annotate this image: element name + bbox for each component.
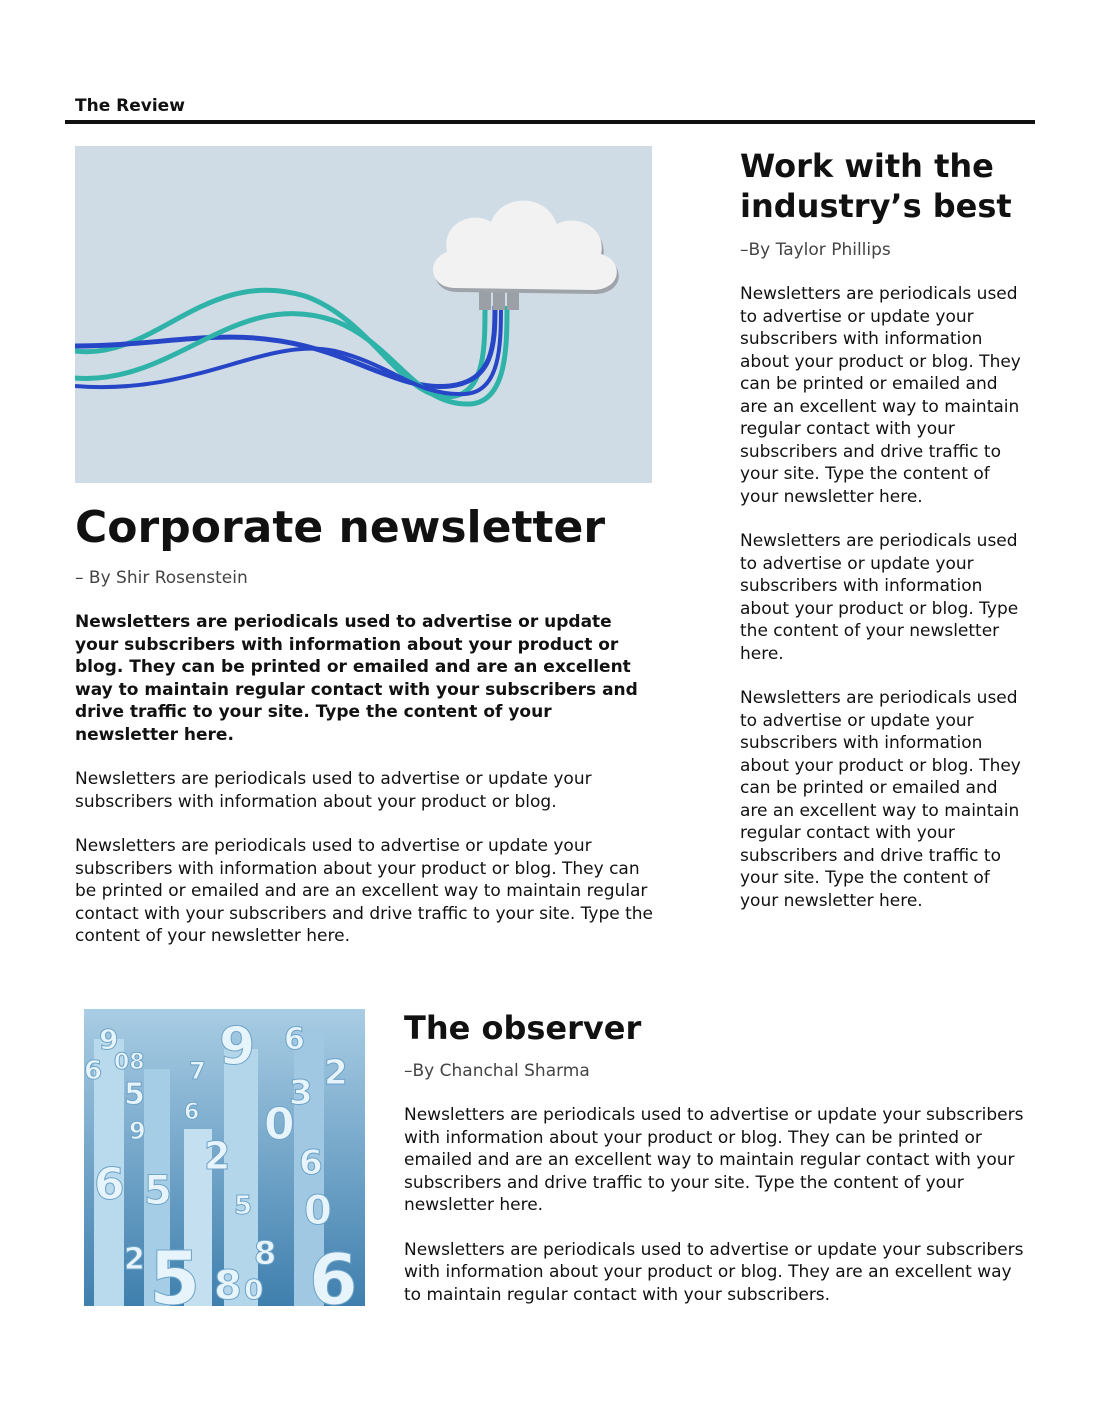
masthead: The Review [75, 96, 185, 116]
main-article-byline: – By Shir Rosenstein [75, 568, 248, 588]
svg-text:5: 5 [234, 1191, 253, 1221]
main-article-paragraph: Newsletters are periodicals used to advertise or update your subscribers with information about your product or blog. They can be printed or emailed and are an excellent way to maintain regular contact with your subscribers and drive traffic to your site. Type the content of your newsletter here. [75, 836, 653, 946]
svg-text:5: 5 [144, 1168, 172, 1214]
side-article-paragraph: Newsletters are periodicals used to advertise or update your subscribers with information about your product or blog. They can be printed or emailed and are an excellent way to maintain regular contact with your subscribers and drive traffic to your site. Type the content of your newsletter here. [740, 688, 1021, 911]
main-article-paragraph: Newsletters are periodicals used to advertise or update your subscribers with information about your product or blog. [75, 769, 592, 812]
svg-text:6: 6 [284, 1022, 305, 1057]
side-article-paragraph: Newsletters are periodicals used to advertise or update your subscribers with information about your product or blog. Type the content of your newsletter here. [740, 531, 1019, 664]
main-article-lead: Newsletters are periodicals used to advertise or update your subscribers with information about your product or blog. They can be printed or emailed and are an excellent way to maintain regular contact with your subscribers and drive traffic to your site. Type the content of your newsletter here. [75, 612, 638, 745]
svg-text:5: 5 [149, 1236, 201, 1306]
observer-article-paragraph: Newsletters are periodicals used to advertise or update your subscribers with information about your product or blog. They are an excellent way to maintain regular contact with your subscribers. [404, 1239, 1024, 1305]
svg-text:9: 9 [219, 1017, 256, 1077]
svg-text:8: 8 [254, 1234, 277, 1272]
observer-article-title: The observer [404, 1009, 642, 1047]
svg-text:6: 6 [309, 1239, 358, 1306]
svg-text:6: 6 [94, 1159, 125, 1210]
side-article-byline: –By Taylor Phillips [740, 240, 891, 260]
svg-text:6: 6 [184, 1100, 200, 1125]
svg-text:2: 2 [324, 1053, 348, 1093]
svg-text:2: 2 [204, 1134, 231, 1178]
svg-text:2: 2 [124, 1242, 145, 1277]
observer-article [404, 1008, 1024, 1306]
svg-text:6: 6 [84, 1056, 103, 1086]
svg-text:5: 5 [124, 1077, 145, 1112]
svg-text:9: 9 [129, 1117, 146, 1145]
observer-article-byline: –By Chanchal Sharma [404, 1061, 590, 1081]
svg-text:08: 08 [114, 1050, 145, 1075]
observer-article-paragraph: Newsletters are periodicals used to advertise or update your subscribers with information about your product or blog. They can be printed or emailed and are an excellent way to maintain regular contact with your subscribers and drive traffic to your site. Type the content of your newsletter here. [404, 1105, 1024, 1215]
numbers-image [84, 1009, 365, 1306]
svg-text:7: 7 [189, 1057, 206, 1085]
header-rule [65, 120, 1035, 124]
side-article-paragraph: Newsletters are periodicals used to advertise or update your subscribers with information about your product or blog. They can be printed or emailed and are an excellent way to maintain regular contact with your subscribers and drive traffic to your site. Type the content of your newsletter here. [740, 284, 1021, 507]
svg-text:0: 0 [304, 1188, 332, 1234]
svg-text:0: 0 [244, 1273, 264, 1306]
svg-text:6: 6 [299, 1143, 323, 1183]
svg-text:3: 3 [289, 1073, 313, 1113]
cloud-with-cables-image [75, 146, 652, 483]
main-article-title: Corporate newsletter [75, 502, 606, 553]
side-article-title: Work with the industry’s best [740, 147, 1012, 225]
svg-text:0: 0 [264, 1099, 295, 1150]
svg-text:9: 9 [99, 1023, 119, 1056]
side-article [740, 146, 1030, 912]
svg-text:8: 8 [214, 1263, 242, 1306]
